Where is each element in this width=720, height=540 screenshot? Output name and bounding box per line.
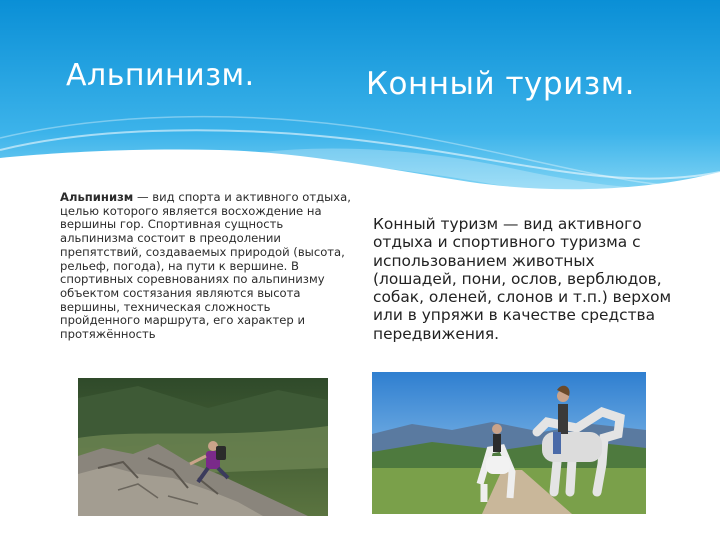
alpinism-description — [60, 191, 352, 342]
horse-tourism-description: Конный туризм — вид активного отдыха и спортивного туризма с использованием животных (лошадей, пони, ослов, верблюдов, собак, оленей, слонов и т.п.) верхом или в упряжи в качестве средства передвижения. — [373, 215, 672, 343]
horse-riders-photo — [372, 372, 646, 514]
climber-photo — [78, 378, 328, 516]
alpinism-term: Альпинизм — [60, 190, 134, 204]
header-wave-background — [0, 0, 720, 210]
alpinism-text: — вид спорта и активного отдыха, целью которого является восхождение на вершины гор. Спортивная сущность альпинизма состоит в преодолении препятствий, создаваемых природой (высота, рельеф, погода), на пути к вершине. В спортивных соревнованиях по альпинизму объектом состязания являются высота вершины, техническая сложность пройденного маршрута, его характер и протяжённость — [60, 190, 351, 342]
title-horse-tourism: Конный туризм. — [366, 66, 635, 102]
title-alpinism: Альпинизм. — [66, 58, 255, 93]
